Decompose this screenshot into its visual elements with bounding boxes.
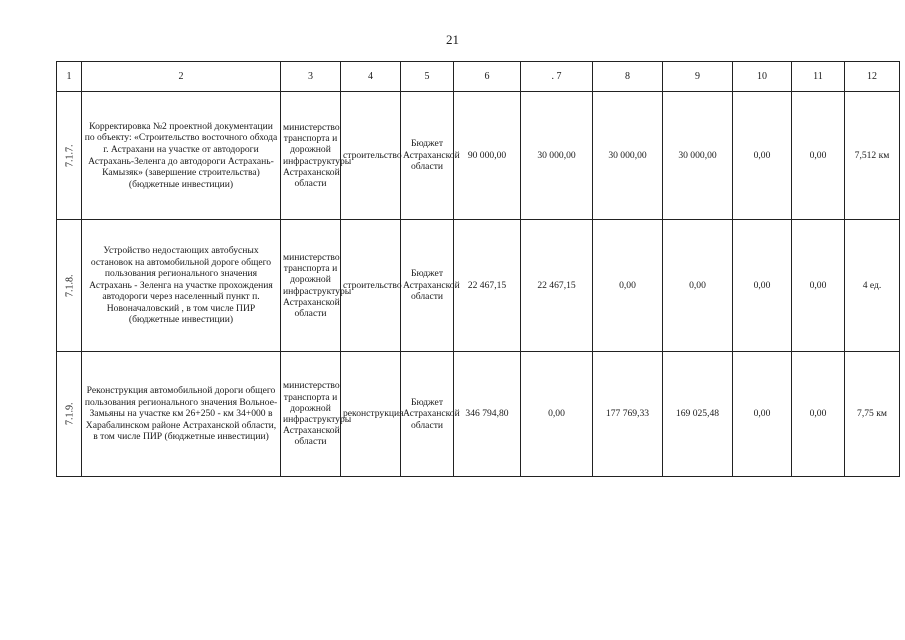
column-header: 4: [341, 62, 401, 92]
column-header: 1: [57, 62, 82, 92]
work-type-cell: строительство: [341, 92, 401, 220]
value-cell: 30 000,00: [521, 92, 593, 220]
page-number: 21: [446, 32, 459, 47]
column-header: 11: [792, 62, 845, 92]
value-cell: 0,00: [521, 352, 593, 477]
row-number-cell: [57, 352, 82, 477]
value-cell: 0,00: [792, 220, 845, 352]
value-cell: 0,00: [733, 220, 792, 352]
column-header: 6: [454, 62, 521, 92]
organization-cell: министерство транспорта и дорожной инфраструктуры Астраханской области: [281, 220, 341, 352]
value-cell: 22 467,15: [521, 220, 593, 352]
indicator-cell: 7,75 км: [845, 352, 900, 477]
table-row: [57, 92, 900, 220]
table-header-row: [57, 62, 900, 92]
value-cell: 346 794,80: [454, 352, 521, 477]
table-row: [57, 220, 900, 352]
column-header: 5: [401, 62, 454, 92]
value-cell: 0,00: [792, 352, 845, 477]
description-cell: Корректировка №2 проектной документации по объекту: «Строительство восточного обхода г. Астрахани на участке от автодороги Астрахань-Зеленга до автодороги Астрахань-Камызяк» (завершение строительства) (бюджетные инвестиции): [82, 92, 281, 220]
column-header: 8: [593, 62, 663, 92]
column-header: 2: [82, 62, 281, 92]
value-cell: 177 769,33: [593, 352, 663, 477]
column-header: 10: [733, 62, 792, 92]
indicator-cell: 4 ед.: [845, 220, 900, 352]
value-cell: 0,00: [792, 92, 845, 220]
value-cell: 30 000,00: [593, 92, 663, 220]
column-header: 3: [281, 62, 341, 92]
row-number: 7.1.8.: [64, 274, 76, 297]
value-cell: 30 000,00: [663, 92, 733, 220]
description-cell: Устройство недостающих автобусных остановок на автомобильной дороге общего пользования регионального значения Астрахань - Зеленга на участке прохождения автодороги через населенный пункт п. Новоначаловский , в том числе ПИР (бюджетные инвестиции): [82, 220, 281, 352]
row-number: 7.1.9.: [64, 402, 76, 426]
funding-cell: Бюджет Астраханской области: [401, 352, 454, 477]
indicator-cell: 7,512 км: [845, 92, 900, 220]
funding-cell: Бюджет Астраханской области: [401, 92, 454, 220]
value-cell: 90 000,00: [454, 92, 521, 220]
row-number-cell: [57, 92, 82, 220]
column-header: 9: [663, 62, 733, 92]
row-number-cell: [57, 220, 82, 352]
description-cell: Реконструкция автомобильной дороги общего пользования регионального значения Вольное-Замьяны на участке км 26+250 - км 34+000 в Харабалинском районе Астраханской области, в том числе ПИР (бюджетные инвестиции): [82, 352, 281, 477]
value-cell: 0,00: [663, 220, 733, 352]
value-cell: 0,00: [733, 352, 792, 477]
organization-cell: министерство транспорта и дорожной инфраструктуры Астраханской области: [281, 352, 341, 477]
table-row: [57, 352, 900, 477]
value-cell: 22 467,15: [454, 220, 521, 352]
funding-cell: Бюджет Астраханской области: [401, 220, 454, 352]
value-cell: 0,00: [593, 220, 663, 352]
budget-table: [56, 61, 900, 477]
organization-cell: министерство транспорта и дорожной инфраструктуры Астраханской области: [281, 92, 341, 220]
value-cell: 169 025,48: [663, 352, 733, 477]
column-header: 12: [845, 62, 900, 92]
work-type-cell: строительство: [341, 220, 401, 352]
work-type-cell: реконструкция: [341, 352, 401, 477]
column-header: . 7: [521, 62, 593, 92]
row-number: 7.1.7.: [64, 144, 76, 167]
value-cell: 0,00: [733, 92, 792, 220]
